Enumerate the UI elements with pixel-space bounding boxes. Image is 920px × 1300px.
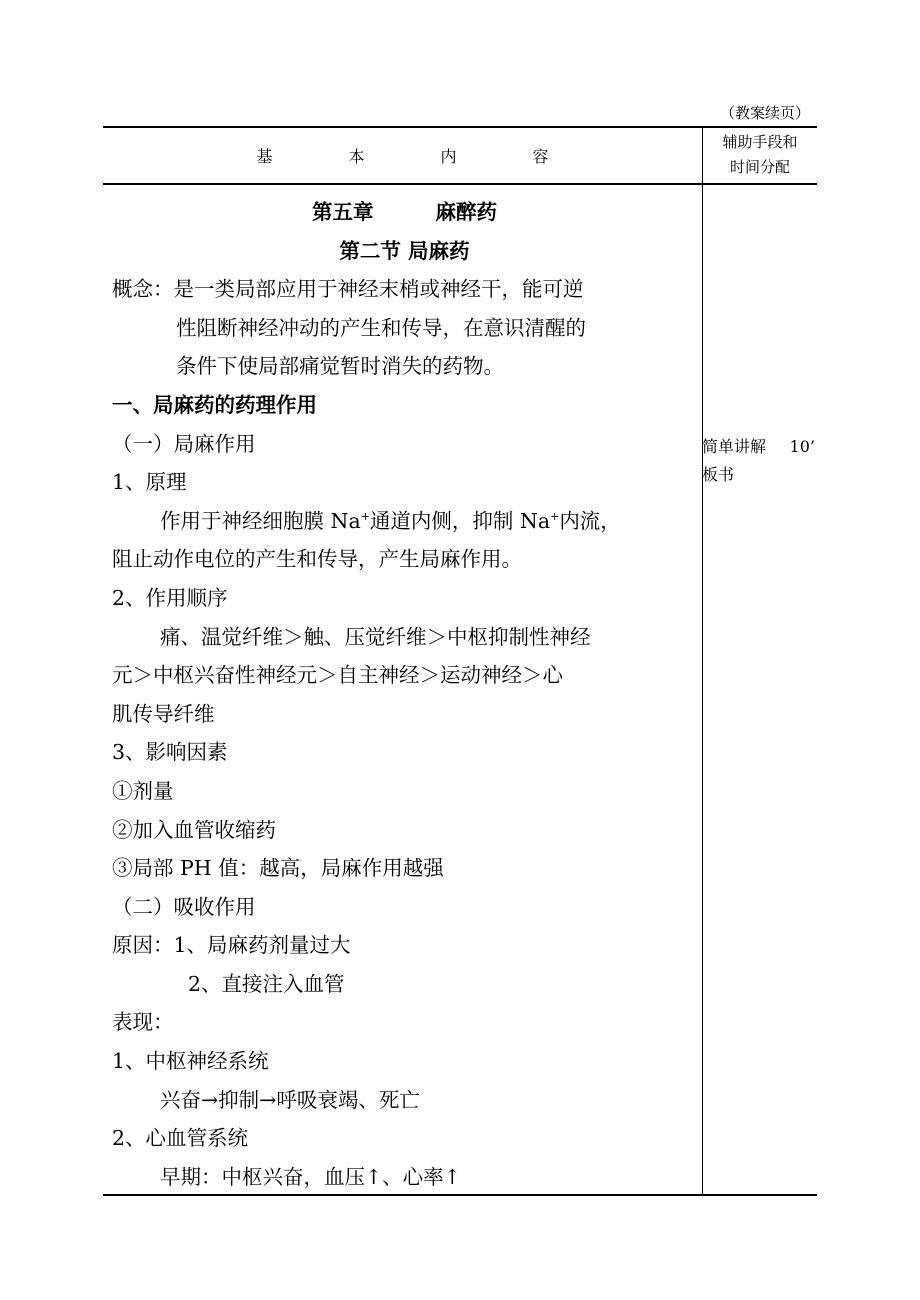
order-text: 痛、温觉纤维＞触、压觉纤维＞中枢抑制性神经 — [160, 624, 591, 649]
subheading-local-anesthesia: （一）局麻作用 — [112, 431, 256, 456]
board-note: 板书 — [702, 465, 735, 484]
factor-item: ①剂量 — [112, 778, 174, 803]
teaching-method: 简单讲解 — [702, 437, 767, 456]
subheading-absorption: （二）吸收作用 — [112, 894, 256, 919]
cause-line: 2、直接注入血管 — [188, 971, 345, 996]
header-char: 本 — [348, 147, 365, 166]
time-allocation: 10’ — [789, 437, 815, 456]
concept-line: 性阻断神经冲动的产生和传导，在意识清醒的 — [176, 315, 586, 340]
cns-text: 兴奋→抑制→呼吸衰竭、死亡 — [160, 1087, 420, 1112]
item-principle: 1、原理 — [112, 470, 187, 495]
factor-item: ③局部 PH 值：越高，局麻作用越强 — [112, 856, 444, 881]
cause-line: 原因：1、局麻药剂量过大 — [112, 933, 351, 958]
superscript: + — [550, 509, 560, 523]
cardiovascular-text: 早期：中枢兴奋，血压↑、心率↑ — [160, 1164, 461, 1189]
item-order: 2、作用顺序 — [112, 585, 228, 610]
superscript: + — [360, 509, 370, 523]
concept-line: 概念：是一类局部应用于神经末梢或神经干，能可逆 — [112, 277, 584, 302]
order-text: 肌传导纤维 — [112, 701, 215, 726]
side-note-row — [702, 433, 817, 461]
item-cardiovascular: 2、心血管系统 — [112, 1126, 249, 1151]
header-char: 容 — [532, 147, 549, 166]
item-factors: 3、影响因素 — [112, 740, 228, 765]
column-divider — [702, 128, 703, 1195]
order-text: 元＞中枢兴奋性神经元＞自主神经＞运动神经＞心 — [112, 663, 563, 688]
item-cns: 1、中枢神经系统 — [112, 1049, 269, 1074]
side-notes — [702, 433, 817, 489]
header-side-line: 辅助手段和 — [722, 133, 798, 151]
page-note: （教案续页） — [719, 104, 810, 122]
text-fragment: 作用于神经细胞膜 Na — [160, 508, 361, 533]
header-side-title — [703, 130, 817, 180]
lesson-content — [112, 193, 697, 1196]
principle-text: 阻止动作电位的产生和传导，产生局麻作用。 — [112, 547, 522, 572]
text-fragment: 通道内侧，抑制 Na — [369, 508, 551, 533]
manifestation-label: 表现： — [112, 1010, 174, 1035]
header-main-title — [103, 128, 702, 183]
text-fragment: 内流， — [559, 508, 621, 533]
chapter-name: 麻醉药 — [435, 200, 497, 224]
section-title: 第二节 局麻药 — [339, 238, 470, 263]
header-rule — [103, 183, 817, 185]
principle-text — [112, 502, 697, 541]
header-side-line: 时间分配 — [729, 158, 790, 176]
header-char: 基 — [256, 147, 273, 166]
chapter-number: 第五章 — [312, 200, 374, 224]
chapter-title — [112, 193, 697, 232]
heading-pharmacology: 一、局麻药的药理作用 — [112, 392, 317, 417]
header-char: 内 — [440, 147, 457, 166]
factor-item: ②加入血管收缩药 — [112, 817, 276, 842]
concept-line: 条件下使局部痛觉暂时消失的药物。 — [176, 354, 504, 379]
